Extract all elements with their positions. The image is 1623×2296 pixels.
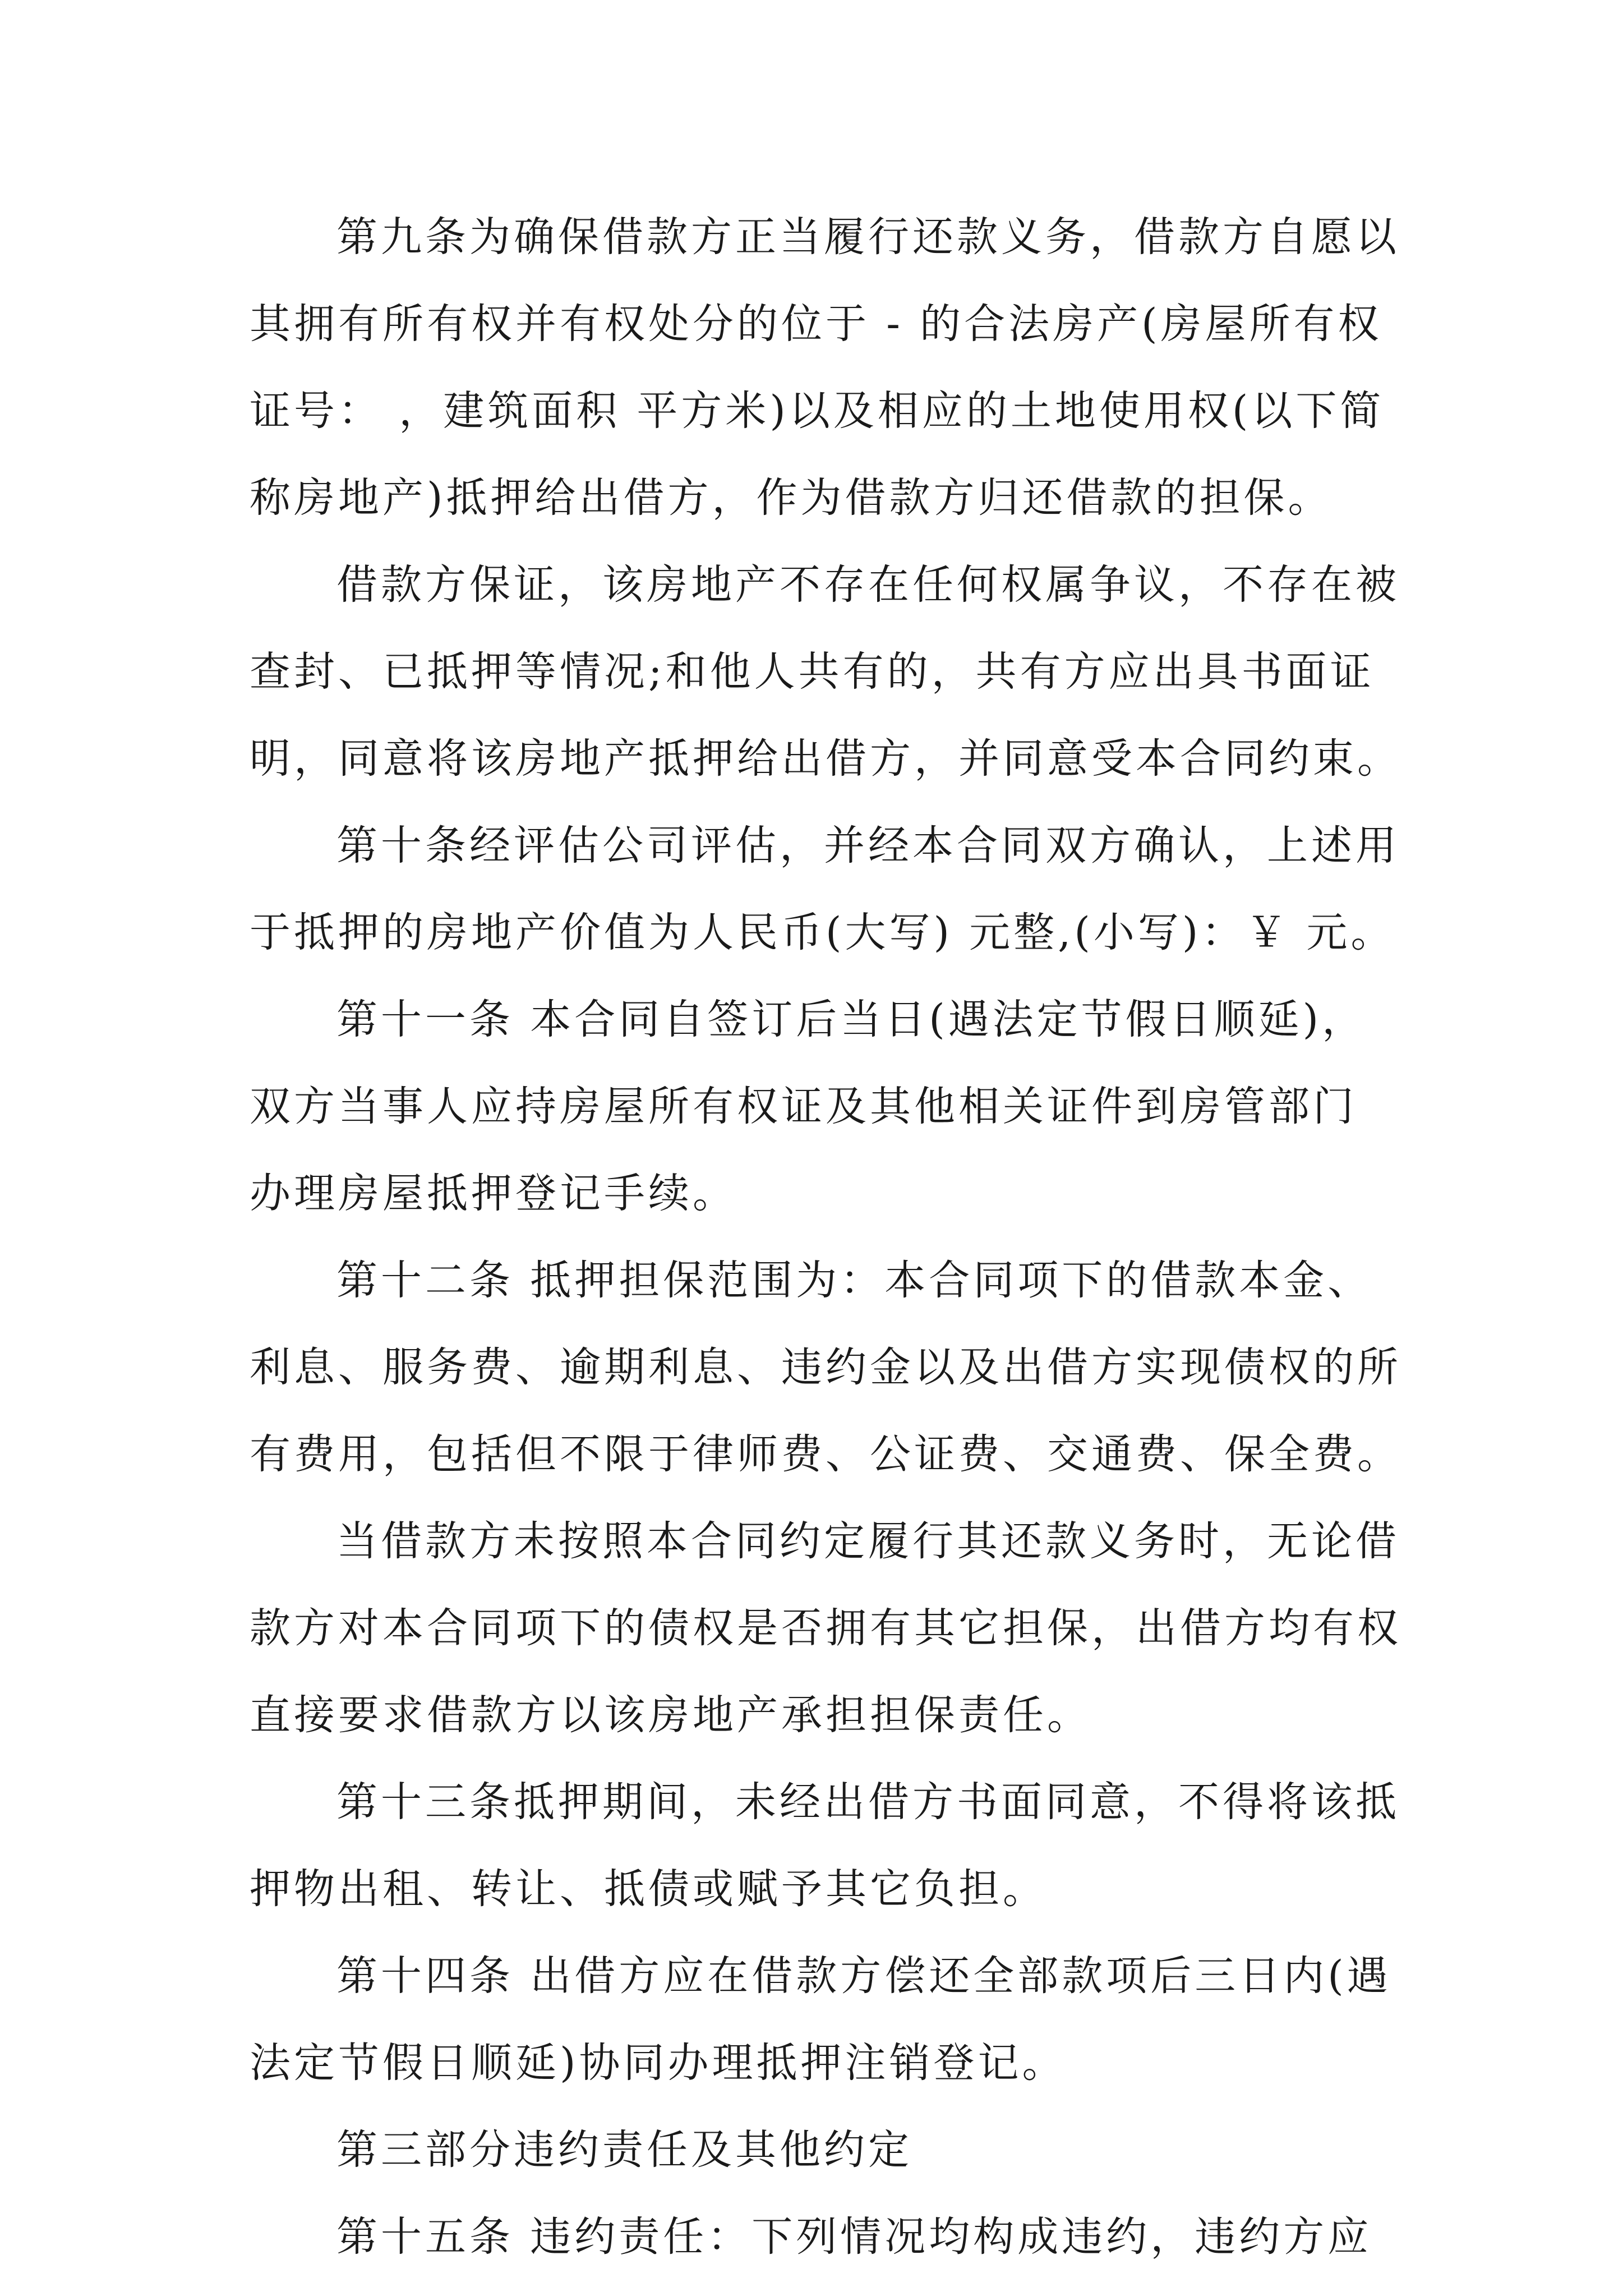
text-line: 第九条为确保借款方正当履行还款义务，借款方自愿以 <box>336 213 1400 261</box>
text-line: 利息、服务费、逾期利息、违约金以及出借方实现债权的所 <box>250 1343 1401 1391</box>
text-line: 第十二条 抵押担保范围为：本合同项下的借款本金、 <box>336 1257 1372 1304</box>
text-line: 明，同意将该房地产抵押给出借方，并同意受本合同约束。 <box>250 735 1401 783</box>
text-line: 双方当事人应持房屋所有权证及其他相关证件到房管部门 <box>250 1083 1357 1130</box>
text-line: 第十三条抵押期间，未经出借方书面同意，不得将该抵 <box>336 1778 1400 1826</box>
text-line: 第十五条 违约责任：下列情况均构成违约，违约方应 <box>336 2213 1372 2261</box>
text-line: 查封、已抵押等情况;和他人共有的，共有方应出具书面证 <box>250 648 1375 696</box>
text-line: 借款方保证，该房地产不存在任何权属争议，不存在被 <box>336 561 1400 609</box>
text-line: 第十条经评估公司评估，并经本合同双方确认，上述用 <box>336 822 1400 869</box>
text-line: 当借款方未按照本合同约定履行其还款义务时，无论借 <box>336 1517 1400 1565</box>
text-line: 有费用，包括但不限于律师费、公证费、交通费、保全费。 <box>250 1430 1401 1478</box>
text-line: 其拥有所有权并有权处分的位于 - 的合法房产(房屋所有权 <box>250 300 1382 348</box>
text-line: 法定节假日顺延)协同办理抵押注销登记。 <box>250 2039 1067 2087</box>
text-line: 第十一条 本合同自签订后当日(遇法定节假日顺延)， <box>336 996 1367 1043</box>
text-line: 款方对本合同项下的债权是否拥有其它担保，出借方均有权 <box>250 1604 1401 1652</box>
text-line: 办理房屋抵押登记手续。 <box>250 1170 737 1217</box>
text-line: 于抵押的房地产价值为人民币(大写) 元整,(小写)：￥ 元。 <box>250 909 1395 956</box>
text-line: 押物出租、转让、抵债或赋予其它负担。 <box>250 1865 1047 1913</box>
text-line: 称房地产)抵押给出借方，作为借款方归还借款的担保。 <box>250 474 1332 522</box>
section-heading: 第三部分违约责任及其他约定 <box>336 2126 912 2174</box>
text-line: 第十四条 出借方应在借款方偿还全部款项后三日内(遇 <box>336 1952 1391 2000</box>
text-line: 直接要求借款方以该房地产承担担保责任。 <box>250 1691 1091 1739</box>
text-line: 证号： ，建筑面积 平方米)以及相应的土地使用权(以下简 <box>250 387 1385 435</box>
